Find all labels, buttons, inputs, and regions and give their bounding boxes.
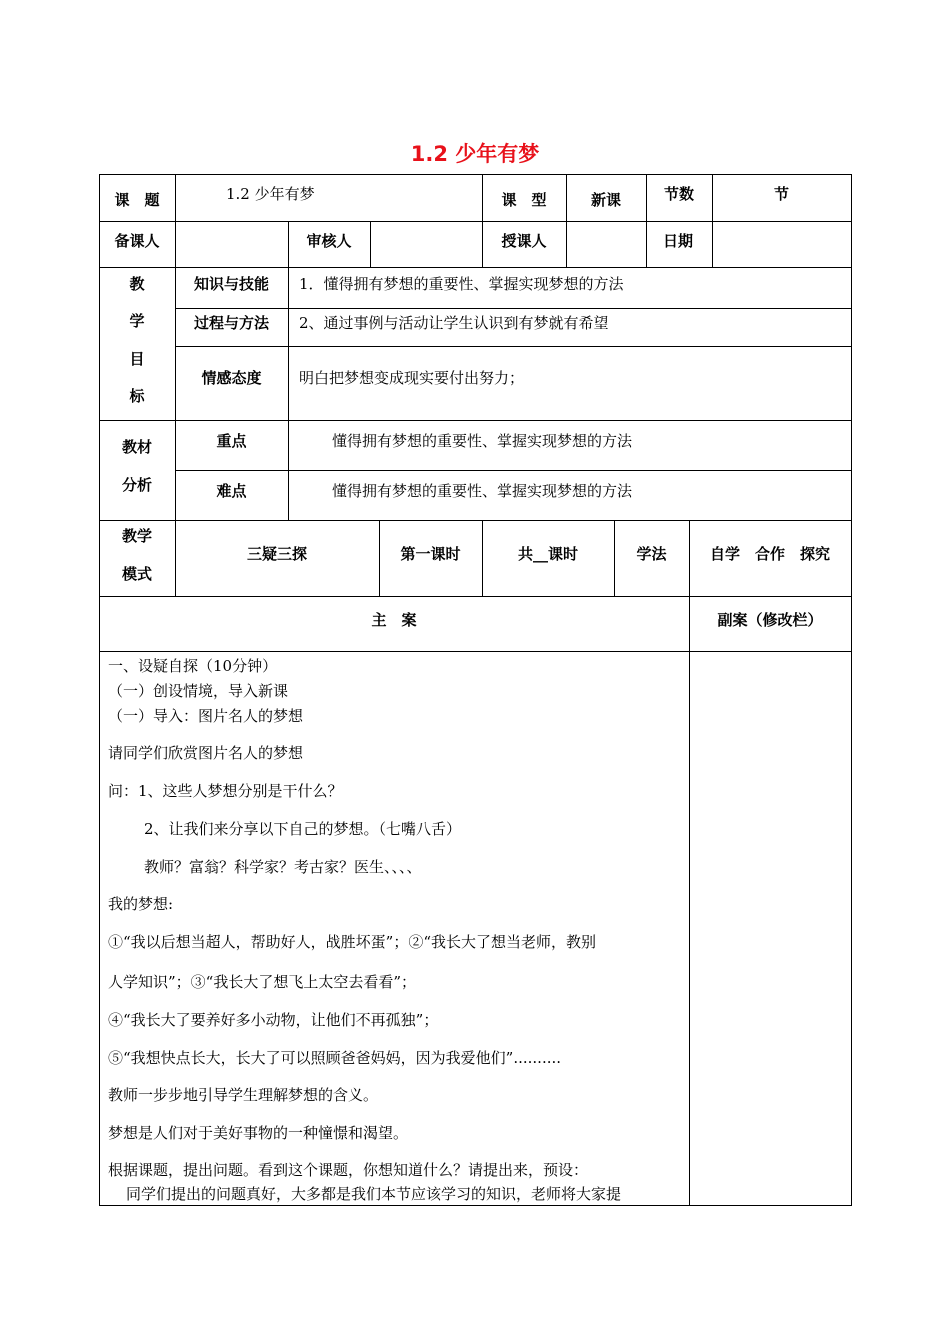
- content-line: 一、设疑自探（10分钟）: [108, 657, 278, 675]
- key-point-label: 重点: [216, 432, 247, 450]
- goal-text: 明白把梦想变成现实要付出努力；: [299, 369, 525, 387]
- content-line: （一）创设情境，导入新课: [108, 682, 289, 700]
- content-line: 2、让我们来分享以下自己的梦想。（七嘴八舌）: [144, 820, 462, 838]
- table-border: [99, 174, 852, 175]
- table-border: [689, 596, 690, 1206]
- table-border: [288, 267, 289, 420]
- type-label: 课 型: [501, 191, 547, 209]
- table-border: [175, 470, 852, 471]
- table-border: [175, 174, 176, 221]
- method-value: 自学 合作 探究: [709, 545, 830, 563]
- page-title: 1.2 少年有梦: [410, 142, 540, 166]
- material-label: 分析: [121, 476, 152, 494]
- mode-value: 三疑三探: [246, 545, 307, 563]
- goals-label-char: 学: [129, 312, 145, 330]
- goals-label-char: 目: [129, 350, 145, 368]
- difficulty-text: 懂得拥有梦想的重要性、掌握实现梦想的方法: [332, 482, 633, 500]
- content-line: 同学们提出的问题真好，大多都是我们本节应该学习的知识，老师将大家提: [126, 1185, 622, 1203]
- topic-value: 1.2 少年有梦: [226, 185, 315, 203]
- goal-label: 情感态度: [201, 369, 262, 387]
- content-line: 梦想是人们对于美好事物的一种憧憬和渴望。: [108, 1124, 409, 1142]
- goal-label: 过程与方法: [193, 314, 269, 332]
- content-line: 请同学们欣赏图片名人的梦想: [108, 744, 304, 762]
- table-border: [851, 174, 852, 1206]
- table-border: [99, 420, 852, 421]
- goal-text: 2、通过事例与活动让学生认识到有梦就有希望: [299, 314, 609, 332]
- lesson-total: 共__课时: [517, 545, 578, 563]
- type-value: 新课: [590, 191, 621, 209]
- review-label: 审核人: [306, 232, 352, 250]
- date-label: 日期: [663, 232, 694, 250]
- table-border: [99, 651, 852, 652]
- content-line: 教师一步步地引导学生理解梦想的含义。: [108, 1086, 379, 1104]
- table-border: [370, 221, 371, 267]
- main-plan-label: 主 案: [371, 611, 417, 629]
- lesson-number: 第一课时: [400, 545, 461, 563]
- table-border: [646, 221, 647, 267]
- table-border: [288, 420, 289, 520]
- period-value: 节: [773, 185, 789, 203]
- content-line: 我的梦想:: [108, 895, 174, 913]
- table-border: [566, 221, 567, 267]
- content-line: （一）导入：图片名人的梦想: [108, 707, 304, 725]
- table-border: [99, 520, 852, 521]
- content-line: 教师？富翁？科学家？考古家？医生、、、、: [144, 858, 422, 876]
- table-border: [99, 221, 852, 222]
- goals-label-char: 标: [129, 387, 145, 405]
- teacher-label: 授课人: [501, 232, 547, 250]
- key-point-text: 懂得拥有梦想的重要性、掌握实现梦想的方法: [332, 432, 633, 450]
- content-line: ①“我以后想当超人，帮助好人，战胜坏蛋”；②“我长大了想当老师，教别: [108, 933, 597, 951]
- content-line: 根据课题，提出问题。看到这个课题，你想知道什么？请提出来，预设：: [108, 1161, 589, 1179]
- table-border: [99, 1205, 852, 1206]
- table-border: [175, 221, 176, 267]
- difficulty-label: 难点: [216, 482, 247, 500]
- goal-text: 1．懂得拥有梦想的重要性、掌握实现梦想的方法: [299, 275, 624, 293]
- period-label: 节数: [663, 185, 694, 203]
- mode-label: 模式: [121, 565, 152, 583]
- content-line: 人学知识”；③“我长大了想飞上太空去看看”；: [108, 973, 417, 991]
- table-border: [99, 267, 852, 268]
- table-border: [175, 308, 852, 309]
- prep-label: 备课人: [114, 232, 160, 250]
- content-line: 问：1、这些人梦想分别是干什么？: [108, 782, 343, 800]
- table-border: [175, 346, 852, 347]
- material-label: 教材: [121, 438, 152, 456]
- method-label: 学法: [636, 545, 667, 563]
- goals-label-char: 教: [129, 275, 145, 293]
- side-plan-label: 副案（修改栏）: [717, 611, 823, 629]
- table-border: [99, 596, 852, 597]
- content-line: ⑤“我想快点长大，长大了可以照顾爸爸妈妈，因为我爱他们”..........: [108, 1049, 562, 1067]
- goal-label: 知识与技能: [193, 275, 269, 293]
- content-line: ④“我长大了要养好多小动物，让他们不再孤独”；: [108, 1011, 439, 1029]
- topic-label: 课 题: [114, 191, 160, 209]
- mode-label: 教学: [121, 527, 152, 545]
- table-border: [712, 221, 713, 267]
